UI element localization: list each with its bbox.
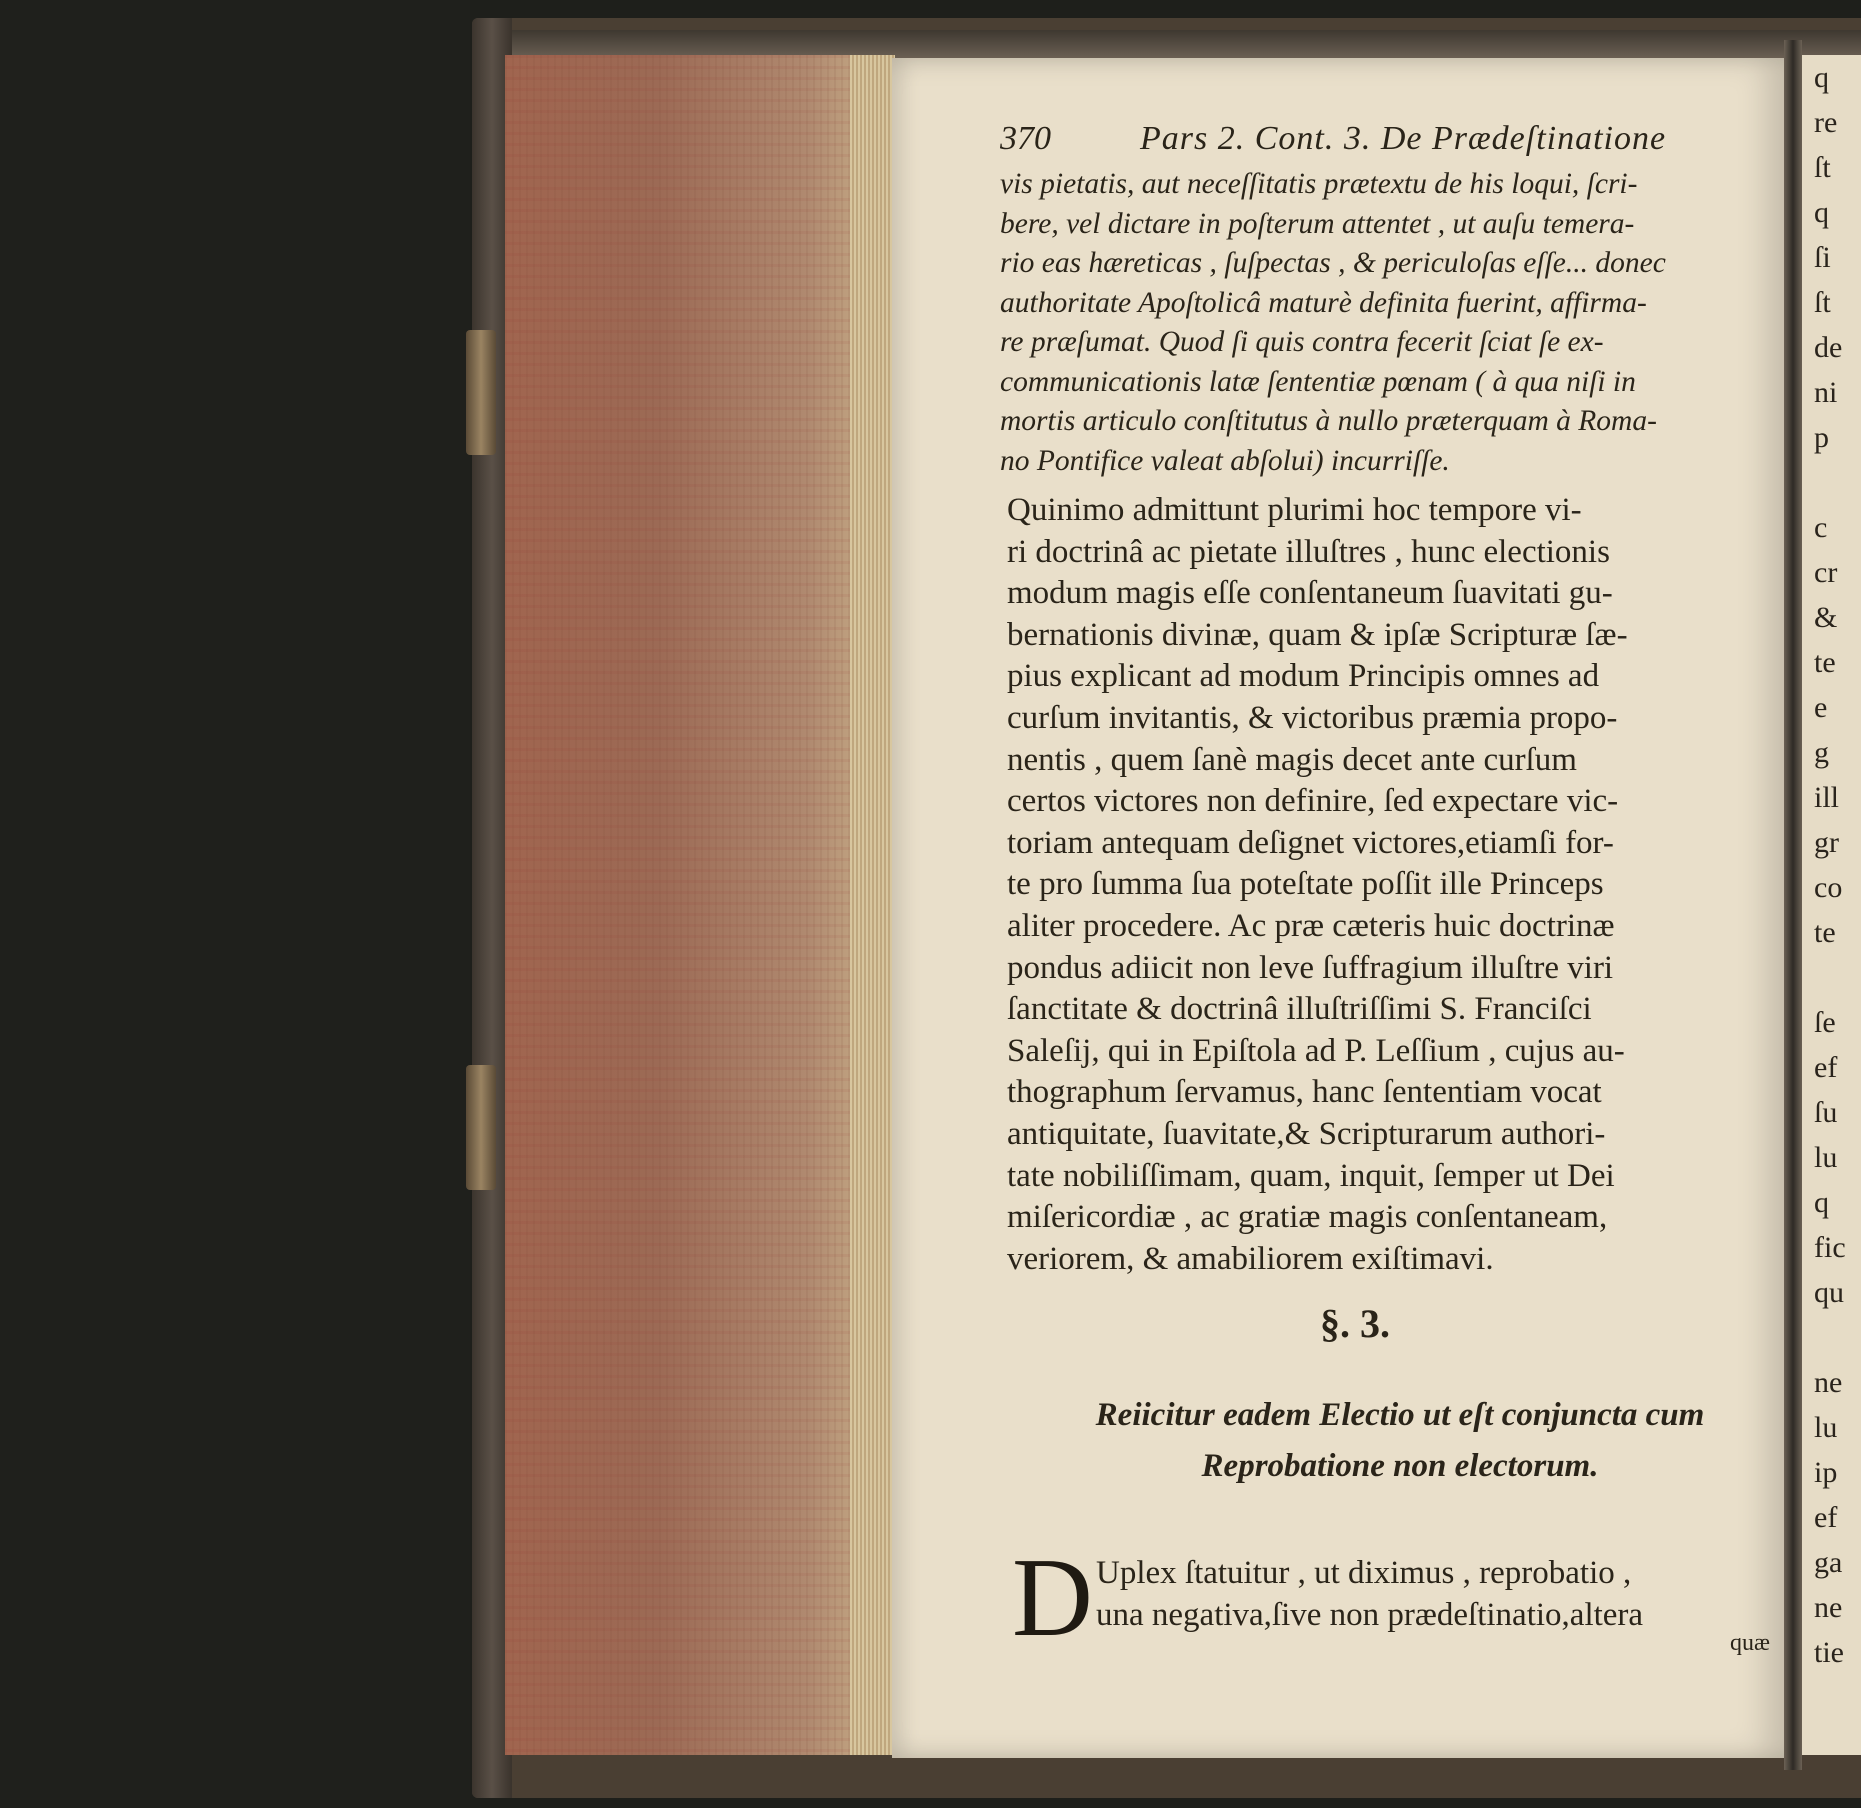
next-page-line-fragment: ip [1814, 1456, 1838, 1489]
body-text-line: bernationis divinæ, quam & ipſæ Scripturæ ſæ- [1007, 616, 1628, 653]
next-page-line-fragment: co [1814, 871, 1843, 904]
running-head: Pars 2. Cont. 3. De Prædeſtinatione [1140, 120, 1667, 157]
next-page-line-fragment: ne [1814, 1591, 1843, 1624]
next-page-line-fragment: q [1814, 196, 1829, 229]
next-page-line-fragment [1802, 1315, 1861, 1360]
body-paragraph [1007, 490, 1772, 1280]
upper-clasp [466, 330, 496, 455]
closing-paragraph [1096, 1552, 1776, 1636]
next-page-line-fragment: e [1814, 691, 1828, 724]
italic-text-line: vis pietatis, aut neceſſitatis prætextu de his loqui, ſcri- [1000, 168, 1638, 200]
italic-text-line: re præſumat. Quod ſi quis contra fecerit ſciat ſe ex- [1000, 326, 1604, 358]
body-text-line: Quinimo admittunt plurimi hoc tempore vi- [1007, 492, 1582, 528]
next-page-line-fragment: ſt [1814, 286, 1831, 319]
lower-clasp [466, 1065, 496, 1190]
body-text-line: toriam antequam deſignet victores,etiamſi for- [1007, 824, 1614, 861]
page-header [1000, 120, 1720, 164]
next-page-line-fragment: fic [1814, 1231, 1846, 1264]
next-page-line-fragment [1802, 460, 1861, 505]
closing-line-2: una negativa,ſive non prædeſtinatio,altera [1096, 1597, 1644, 1633]
next-page-line-fragment: q [1814, 61, 1829, 94]
next-page-line-fragment: lu [1814, 1141, 1838, 1174]
book-top-edge [505, 30, 1861, 58]
next-page-line-fragment: q [1814, 1186, 1829, 1219]
italic-text-line: bere, vel dictare in poſterum attentet , ut auſu temera- [1000, 207, 1635, 240]
body-text-line: pius explicant ad modum Principis omnes ad [1007, 658, 1600, 695]
italic-text-line: authoritate Apoſtolicâ maturè definita fuerint, affirma- [1000, 286, 1647, 319]
right-page-fragment [1802, 55, 1861, 1755]
italic-text-line: communicationis latæ ſententiæ pœnam ( à qua niſi in [1000, 365, 1636, 398]
next-page-line-fragment: & [1814, 601, 1838, 634]
section-title-line-2: Reprobatione non electorum. [1201, 1448, 1599, 1484]
section-title-line-1: Reiicitur eadem Electio ut eſt conjuncta cum [1095, 1397, 1705, 1433]
next-page-line-fragment: ef [1814, 1051, 1838, 1084]
italic-text-line: no Pontifice valeat abſolui) incurriſſe. [1000, 444, 1450, 477]
next-page-line-fragment: qu [1814, 1276, 1844, 1309]
next-page-line-fragment: ni [1814, 376, 1838, 409]
next-page-line-fragment: p [1814, 421, 1829, 454]
next-page-line-fragment: ſu [1814, 1096, 1838, 1129]
body-text-line: Saleſij, qui in Epiſtola ad P. Leſſium , cujus au- [1007, 1032, 1625, 1069]
body-text-line: nentis , quem ſanè magis decet ante curſum [1007, 741, 1577, 778]
next-page-line-fragment: gr [1814, 826, 1839, 859]
next-page-line-fragment: ne [1814, 1366, 1843, 1399]
next-page-line-fragment: g [1814, 736, 1829, 769]
body-text-line: aliter procedere. Ac præ cæteris huic doctrinæ [1007, 907, 1615, 944]
body-text-line: certos victores non definire, ſed expectare vic- [1007, 783, 1619, 820]
next-page-line-fragment: ill [1814, 781, 1840, 814]
body-text-line: antiquitate, ſuavitate,& Scripturarum authori- [1007, 1115, 1606, 1152]
italic-text-line: rio eas hæreticas , ſuſpectas , & periculoſas eſſe... donec [1000, 247, 1666, 279]
body-text-line: veriorem, & amabiliorem exiſtimavi. [1007, 1240, 1494, 1277]
next-page-line-fragment: cr [1814, 556, 1838, 589]
next-page-line-fragment: ga [1814, 1546, 1843, 1579]
background [0, 0, 470, 1808]
next-page-line-fragment: ſi [1814, 241, 1831, 274]
next-page-line-fragment: te [1814, 916, 1836, 949]
body-text-line: pondus adiicit non leve ſuffragium illuſtre viri [1007, 949, 1614, 986]
body-text-line: modum magis eſſe conſentaneum ſuavitati gu- [1007, 575, 1613, 612]
next-page-line-fragment: lu [1814, 1411, 1838, 1444]
body-text-line: curſum invitantis, & victoribus præmia propo- [1007, 699, 1618, 736]
page-number: 370 [1000, 120, 1051, 157]
section-title [1040, 1390, 1760, 1492]
next-page-line-fragment: te [1814, 646, 1836, 679]
body-text-line: miſericordiæ , ac gratiæ magis conſentaneam, [1007, 1199, 1608, 1236]
next-page-line-fragment: tie [1814, 1636, 1844, 1669]
next-page-line-fragment: c [1814, 511, 1828, 544]
next-page-line-fragment: re [1814, 106, 1838, 139]
closing-line-1: Uplex ſtatuitur , ut diximus , reprobatio , [1096, 1555, 1632, 1591]
next-page-line-fragment: ef [1814, 1501, 1838, 1534]
italic-quotation [1000, 165, 1770, 481]
next-page-line-fragment: ſe [1814, 1006, 1836, 1039]
catchword: quæ [1730, 1630, 1771, 1656]
body-text-line: te pro ſumma ſua poteſtate poſſit ille Princeps [1007, 866, 1604, 903]
page-stack-edge [505, 55, 885, 1755]
drop-capital: D [1012, 1536, 1093, 1660]
body-text-line: ri doctrinâ ac pietate illuſtres , hunc electionis [1007, 533, 1610, 570]
gilt-page-edges [850, 55, 895, 1755]
italic-text-line: mortis articulo conſtitutus à nullo præterquam à Roma- [1000, 405, 1657, 437]
body-text-line: ſanctitate & doctrinâ illuſtriſſimi S. Franciſci [1007, 991, 1592, 1028]
body-text-line: thographum ſervamus, hanc ſententiam vocat [1007, 1074, 1602, 1111]
next-page-line-fragment: ſt [1814, 151, 1831, 184]
body-text-line: tate nobiliſſimam, quam, inquit, ſemper ut Dei [1007, 1157, 1615, 1194]
next-page-line-fragment [1802, 955, 1861, 1000]
section-number: §. 3. [1320, 1301, 1390, 1346]
book-gutter [1784, 40, 1802, 1770]
next-page-line-fragment: de [1814, 331, 1843, 364]
